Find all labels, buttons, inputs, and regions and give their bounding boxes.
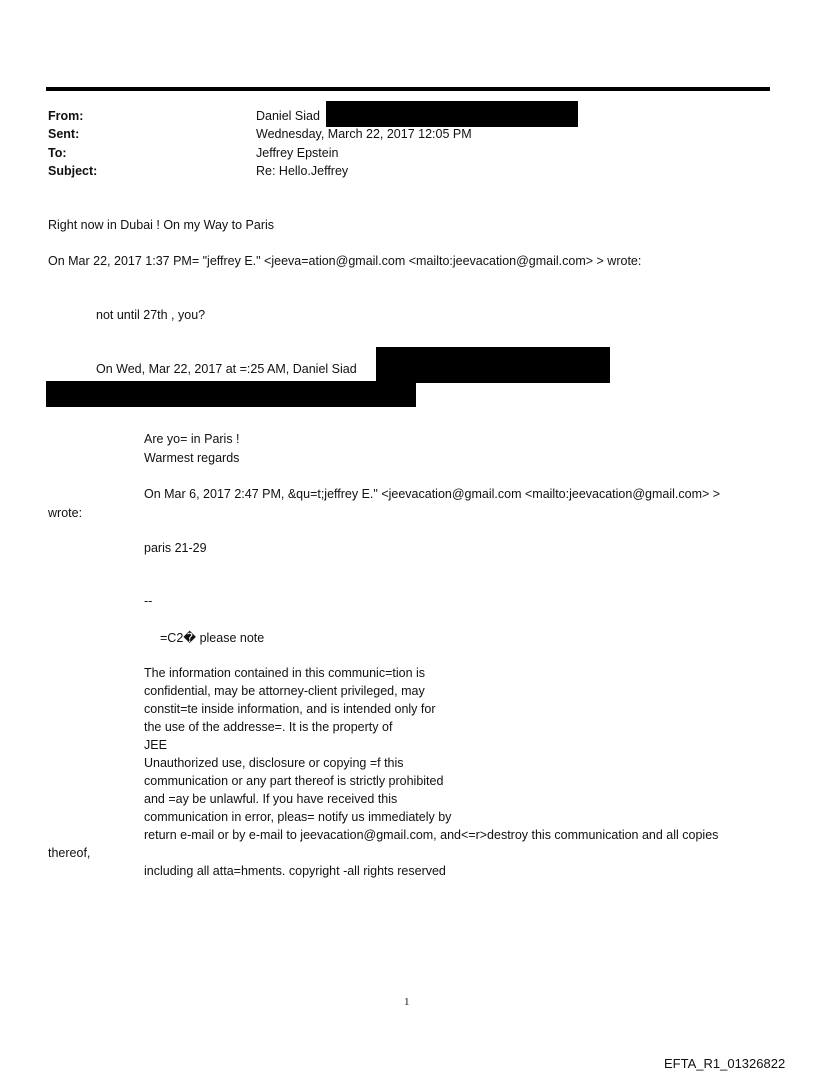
sent-label: Sent: <box>48 127 80 141</box>
body-line-quote-header: On Mar 22, 2017 1:37 PM= "jeffrey E." <jeeva=ation@gmail.com <mailto:jeevacation@gmail.com> > wrote: <box>48 254 642 268</box>
thereof-line: thereof, <box>48 846 91 860</box>
redaction-block <box>46 381 416 407</box>
nested-mar6-header: On Mar 6, 2017 2:47 PM, &qu=t;jeffrey E." <jeevacation@gmail.com <mailto:jeevacation@gmail.com> > <box>144 487 721 501</box>
nested-warmest: Warmest regards <box>144 451 240 465</box>
body-line-dubai: Right now in Dubai ! On my Way to Paris <box>48 218 275 232</box>
page-number: 1 <box>404 996 410 1008</box>
nested-are-you: Are yo= in Paris ! <box>144 432 240 446</box>
from-value: Daniel Siad <box>256 109 320 123</box>
to-value: Jeffrey Epstein <box>256 146 339 160</box>
paris-dates: paris 21-29 <box>144 541 207 555</box>
redaction-from-email <box>326 101 578 127</box>
disclaimer-line: Unauthorized use, disclosure or copying =f this <box>144 756 404 770</box>
sent-value: Wednesday, March 22, 2017 12:05 PM <box>256 127 472 141</box>
disclaimer-line: communication in error, pleas= notify us immediately by <box>144 810 452 824</box>
to-label: To: <box>48 146 67 160</box>
disclaimer-line: and =ay be unlawful. If you have received this <box>144 792 398 806</box>
please-note: =C2� please note <box>160 631 265 645</box>
disclaimer-line: confidential, may be attorney-client privileged, may <box>144 684 425 698</box>
quote-wed-header: On Wed, Mar 22, 2017 at =:25 AM, Daniel Siad <box>96 362 357 376</box>
wrote-line: wrote: <box>48 506 83 520</box>
from-label: From: <box>48 109 84 123</box>
subject-label: Subject: <box>48 164 98 178</box>
disclaimer-line: The information contained in this communic=tion is <box>144 666 426 680</box>
redaction-sender-email <box>376 347 610 383</box>
disclaimer-line: return e-mail or by e-mail to jeevacation@gmail.com, and<=r>destroy this communication and all copies <box>144 828 719 842</box>
subject-value: Re: Hello.Jeffrey <box>256 164 349 178</box>
document-id: EFTA_R1_01326822 <box>664 1056 786 1071</box>
disclaimer-line: constit=te inside information, and is intended only for <box>144 702 436 716</box>
disclaimer-line: JEE <box>144 738 167 752</box>
final-line: including all atta=hments. copyright -all rights reserved <box>144 864 446 878</box>
disclaimer-line: the use of the addresse=. It is the property of <box>144 720 393 734</box>
header-rule <box>46 87 770 91</box>
disclaimer-line: communication or any part thereof is strictly prohibited <box>144 774 444 788</box>
signature-separator: -- <box>144 594 153 608</box>
quote-not-until: not until 27th , you? <box>96 308 206 322</box>
